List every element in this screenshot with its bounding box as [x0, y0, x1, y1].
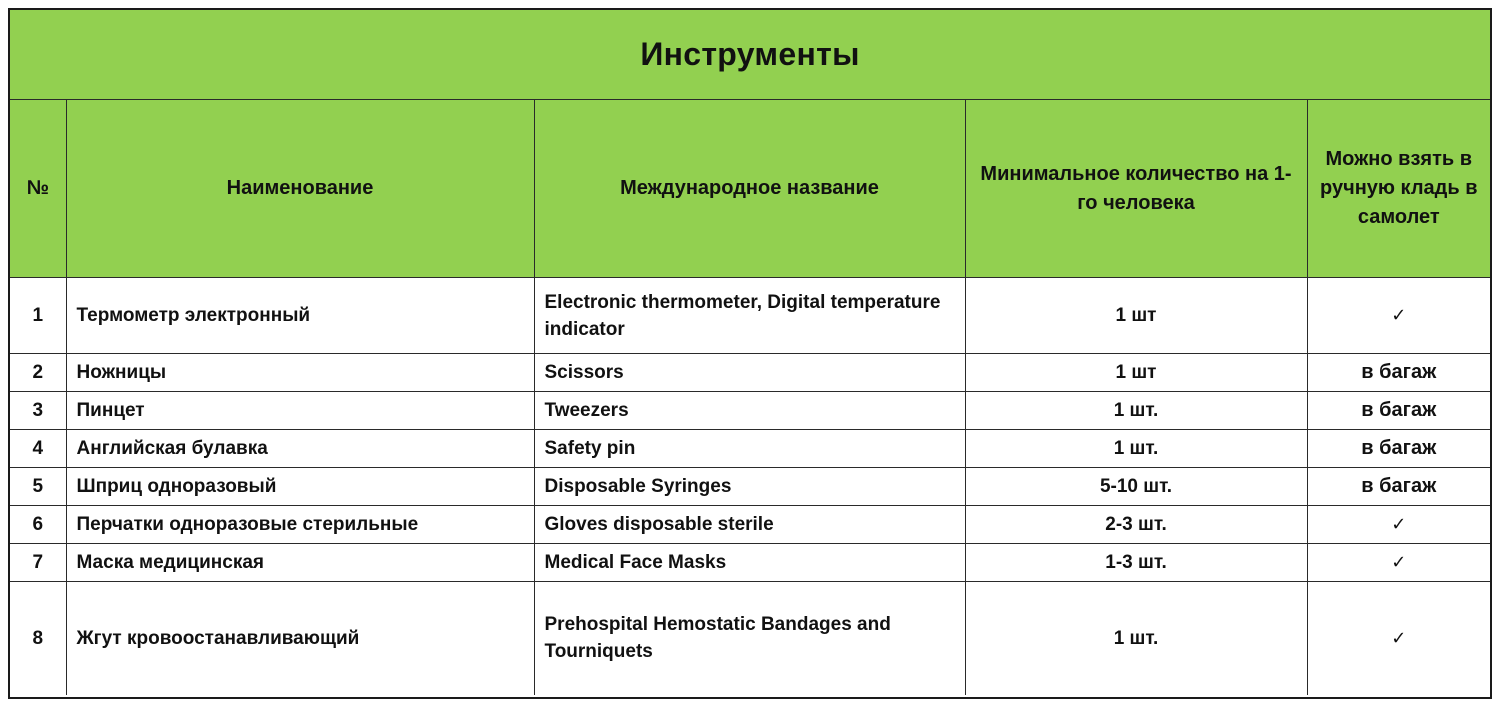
row-name: Ножницы	[66, 354, 534, 392]
row-carry	[1307, 506, 1490, 544]
row-intl: Gloves disposable sterile	[534, 506, 965, 544]
table-row	[10, 354, 1490, 392]
instruments-table	[10, 10, 1490, 695]
row-qty: 1-3 шт.	[965, 544, 1307, 582]
row-name: Пинцет	[66, 392, 534, 430]
check-icon: ✓	[1391, 552, 1407, 573]
table-row	[10, 544, 1490, 582]
row-name: Жгут кровоостанавливающий	[66, 582, 534, 695]
row-qty: 1 шт.	[965, 430, 1307, 468]
row-num: 4	[10, 430, 66, 468]
table-row	[10, 392, 1490, 430]
check-icon: ✓	[1391, 514, 1407, 535]
row-num: 5	[10, 468, 66, 506]
header-num: №	[10, 100, 66, 278]
header-name: Наименование	[66, 100, 534, 278]
instruments-table-sheet	[8, 8, 1492, 699]
row-carry	[1307, 582, 1490, 695]
row-name: Перчатки одноразовые стерильные	[66, 506, 534, 544]
table-row	[10, 278, 1490, 354]
row-qty: 5-10 шт.	[965, 468, 1307, 506]
row-qty: 1 шт	[965, 354, 1307, 392]
table-title: Инструменты	[10, 10, 1490, 100]
row-intl: Medical Face Masks	[534, 544, 965, 582]
row-intl: Disposable Syringes	[534, 468, 965, 506]
row-num: 3	[10, 392, 66, 430]
header-row	[10, 100, 1490, 278]
row-carry: в багаж	[1307, 468, 1490, 506]
row-intl: Scissors	[534, 354, 965, 392]
table-row	[10, 468, 1490, 506]
header-intl: Международное название	[534, 100, 965, 278]
row-num: 8	[10, 582, 66, 695]
row-name: Маска медицинская	[66, 544, 534, 582]
row-carry: в багаж	[1307, 392, 1490, 430]
row-intl: Prehospital Hemostatic Bandages and Tourniquets	[534, 582, 965, 695]
row-carry	[1307, 544, 1490, 582]
table-row	[10, 582, 1490, 695]
row-num: 2	[10, 354, 66, 392]
check-icon: ✓	[1391, 627, 1407, 649]
row-intl: Electronic thermometer, Digital temperature indicator	[534, 278, 965, 354]
header-carry: Можно взять в ручную кладь в самолет	[1307, 100, 1490, 278]
row-qty: 1 шт.	[965, 582, 1307, 695]
row-intl: Safety pin	[534, 430, 965, 468]
row-name: Термометр электронный	[66, 278, 534, 354]
table-row	[10, 430, 1490, 468]
row-num: 6	[10, 506, 66, 544]
row-carry: в багаж	[1307, 354, 1490, 392]
row-carry: в багаж	[1307, 430, 1490, 468]
check-icon: ✓	[1391, 305, 1407, 326]
table-row	[10, 506, 1490, 544]
row-qty: 1 шт.	[965, 392, 1307, 430]
row-num: 7	[10, 544, 66, 582]
row-qty: 2-3 шт.	[965, 506, 1307, 544]
row-qty: 1 шт	[965, 278, 1307, 354]
header-qty: Минимальное количество на 1-го человека	[965, 100, 1307, 278]
row-num: 1	[10, 278, 66, 354]
row-carry	[1307, 278, 1490, 354]
row-name: Английская булавка	[66, 430, 534, 468]
row-name: Шприц одноразовый	[66, 468, 534, 506]
title-row	[10, 10, 1490, 100]
row-intl: Tweezers	[534, 392, 965, 430]
